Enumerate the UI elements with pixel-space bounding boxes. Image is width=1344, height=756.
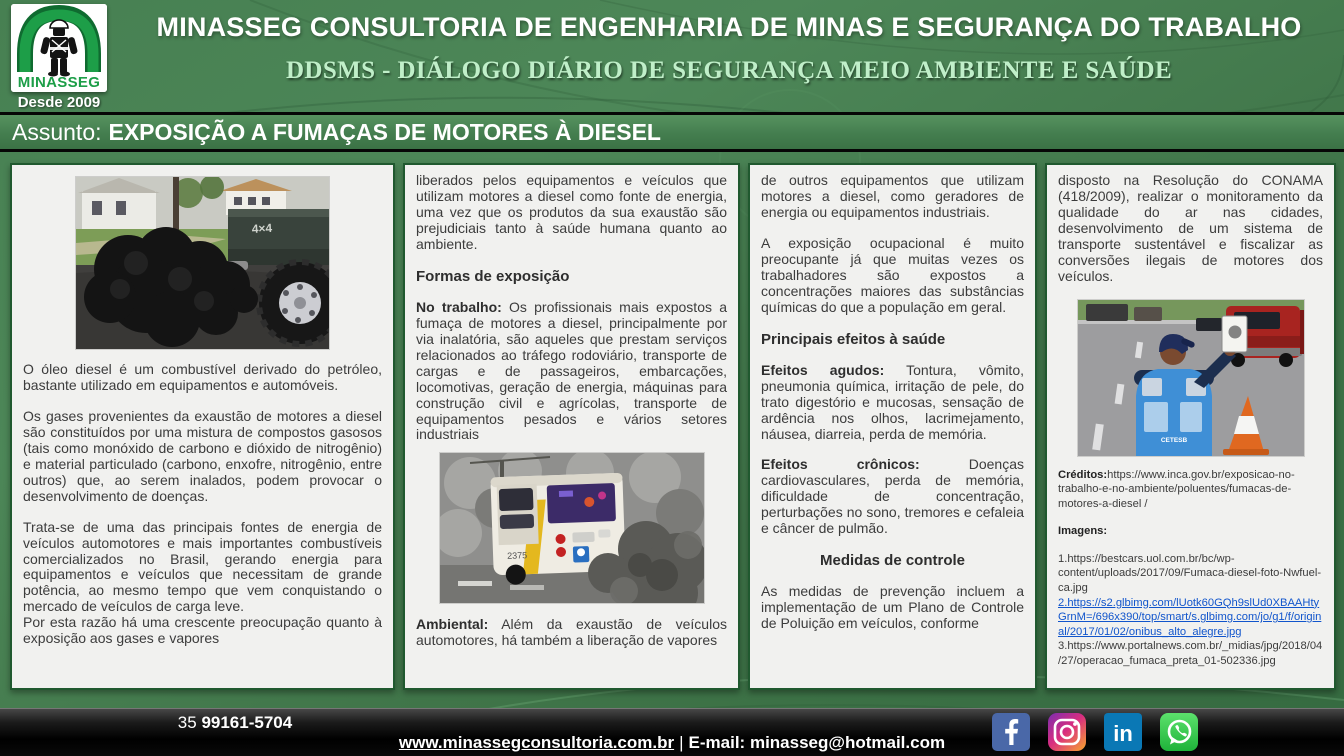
credits-line: Créditos:https://www.inca.gov.br/exposicao-no-trabalho-e-no-ambiente/poluentes/fumacas-de-motores-a-diesel / — [1058, 468, 1295, 510]
logo-since-text: Desde 2009 — [17, 94, 101, 111]
credits-section — [1058, 468, 1323, 669]
subject-title: EXPOSIÇÃO A FUMAÇAS DE MOTORES À DIESEL — [108, 119, 661, 145]
svg-text:2375: 2375 — [506, 550, 527, 562]
paragraph: As medidas de prevenção incluem a implementação de um Plano de Controle de Poluição em veículos, conforme — [761, 583, 1024, 632]
column-2 — [403, 163, 740, 690]
column-1 — [10, 163, 395, 690]
lead-efeitos-cronicos: Efeitos crônicos: — [761, 456, 920, 473]
lead-efeitos-agudos: Efeitos agudos: — [761, 361, 885, 378]
lead-no-trabalho: No trabalho: — [416, 298, 502, 315]
image-source: 3.https://www.portalnews.com.br/_midias/jpg/2018/04/27/operacao_fumaca_preta_01-502336.jpg — [1058, 640, 1323, 667]
logo — [8, 4, 110, 111]
paragraph: No trabalho: Os profissionais mais expostos a fumaça de motores a diesel, principalmente por via inalatória, são aqueles que prestam serviços relacionados ao tráfego rodoviário, transporte de cargas e de passageiros, embarcações, locomotivas, geração de energia, máquinas para construção civil e agrícolas, transporte de equipamentos pesados e vários setores industriais — [416, 298, 727, 443]
paragraph: A exposição ocupacional é muito preocupante já que muitas vezes os trabalhadores são expostos a concentrações maiores das substâncias químicas do que a população em geral. — [761, 234, 1024, 315]
website-link[interactable]: www.minassegconsultoria.com.br — [398, 733, 675, 752]
subject-bar — [0, 112, 1344, 152]
images-label: Imagens: — [1058, 525, 1108, 538]
bus-smoke-image — [440, 453, 704, 603]
paragraph: de outros equipamentos que utilizam motores a diesel, como geradores de energia ou equipamentos industriais. — [761, 172, 1024, 220]
instagram-icon[interactable] — [1048, 713, 1086, 751]
contact-line: www.minassegconsultoria.com.br | E-mail: minasseg@hotmail.com — [398, 733, 946, 752]
content-columns — [10, 163, 1336, 690]
phone-number: 35 99161-5704 — [177, 713, 293, 732]
subject-label: Assunto: — [12, 119, 102, 145]
svg-text:MINASSEG: MINASSEG — [17, 74, 101, 91]
paragraph: Os gases provenientes da exaustão de motores a diesel são constituídos por uma mistura de compostos gasosos (tais como monóxido de carbono e dióxido de nitrogênio) e material particulado (carbono, enxofre, nitrogênio, entre outros) que, ao serem inalados, podem provocar o desenvolvimento de doenças. — [23, 407, 382, 504]
paragraph: O óleo diesel é um combustível derivado do petróleo, bastante utilizado em equipamentos e automóveis. — [23, 361, 382, 393]
facebook-icon[interactable] — [992, 713, 1030, 751]
paragraph: Efeitos crônicos: Doenças cardiovasculares, perda de memória, dificuldade de concentração, perturbações no sono, tremores e cefaleia e câncer de pulmão. — [761, 456, 1024, 537]
emission-inspection-image — [1078, 300, 1304, 456]
paragraph: Por esta razão há uma crescente preocupação quanto à exposição aos gases e vapores — [23, 614, 382, 647]
svg-text:in: in — [1113, 721, 1133, 746]
paragraph: Ambiental: Além da exaustão de veículos automotores, há também a liberação de vapores — [416, 616, 727, 649]
paragraph: Trata-se de uma das principais fontes de energia de veículos automotores e mais importantes combustíveis comercializados no Brasil, gerando energia para equipamentos e veículos que necessitam de grande potência, ao mesmo tempo que vem conquistando o mercado de veículos de carga leve. — [23, 518, 382, 615]
heading-principais-efeitos: Principais efeitos à saúde — [761, 330, 946, 348]
paragraph: Efeitos agudos: Tontura, vômito, pneumonia química, irritação de pele, do trato digestório e mucosas, sensação de ardência nos olhos, lacrimejamento, náusea, diarreia, perda de memória. — [761, 361, 1024, 442]
email-address: minasseg@hotmail.com — [749, 733, 946, 752]
lead-ambiental: Ambiental: — [416, 616, 489, 633]
email-label: E-mail: — [688, 733, 746, 752]
heading-formas-de-exposicao: Formas de exposição — [416, 267, 570, 285]
whatsapp-icon[interactable] — [1160, 713, 1198, 751]
column-3 — [748, 163, 1037, 690]
image-source: 1.https://bestcars.uol.com.br/bc/wp-content/uploads/2017/09/Fumaca-diesel-foto-Nwfuel-ca.jpg — [1058, 552, 1322, 595]
linkedin-icon[interactable] — [1104, 713, 1142, 751]
image-source-link[interactable]: 2.https://s2.glbimg.com/lUotk60GQh9slUd0XBAAHtyGrnM=/696x390/top/smart/s.glbimg.com/jo/g1/f/original/2017/01/02/onibus_alto_alegre.jpg — [1058, 596, 1322, 638]
paragraph: liberados pelos equipamentos e veículos que utilizam motores a diesel como fonte de energia, uma vez que os produtos da sua exaustão são prejudiciais tanto à saúde humana quanto ao ambiente. — [416, 172, 727, 252]
truck-smoke-image — [76, 177, 329, 349]
header — [0, 0, 1344, 112]
footer — [0, 708, 1344, 756]
header-titles — [118, 0, 1340, 85]
heading-medidas-de-controle: Medidas de controle — [819, 552, 966, 570]
svg-text:4×4: 4×4 — [251, 220, 273, 236]
ddsms-subtitle: DDSMS - DIÁLOGO DIÁRIO DE SEGURANÇA MEIO AMBIENTE E SAÚDE — [285, 57, 1173, 85]
paragraph: disposto na Resolução do CONAMA (418/2009), realizar o monitoramento da qualidade do ar nas cidades, desenvolvimento de um sistema de transporte sustentável e fiscalizar as conversões ilegais de motores dos veículos. — [1058, 172, 1323, 284]
column-4 — [1045, 163, 1336, 690]
minasseg-logo-icon — [11, 4, 107, 92]
svg-text:CETESB: CETESB — [1160, 436, 1187, 444]
company-title: MINASSEG CONSULTORIA DE ENGENHARIA DE MINAS E SEGURANÇA DO TRABALHO — [156, 12, 1302, 42]
social-icons — [992, 713, 1198, 751]
